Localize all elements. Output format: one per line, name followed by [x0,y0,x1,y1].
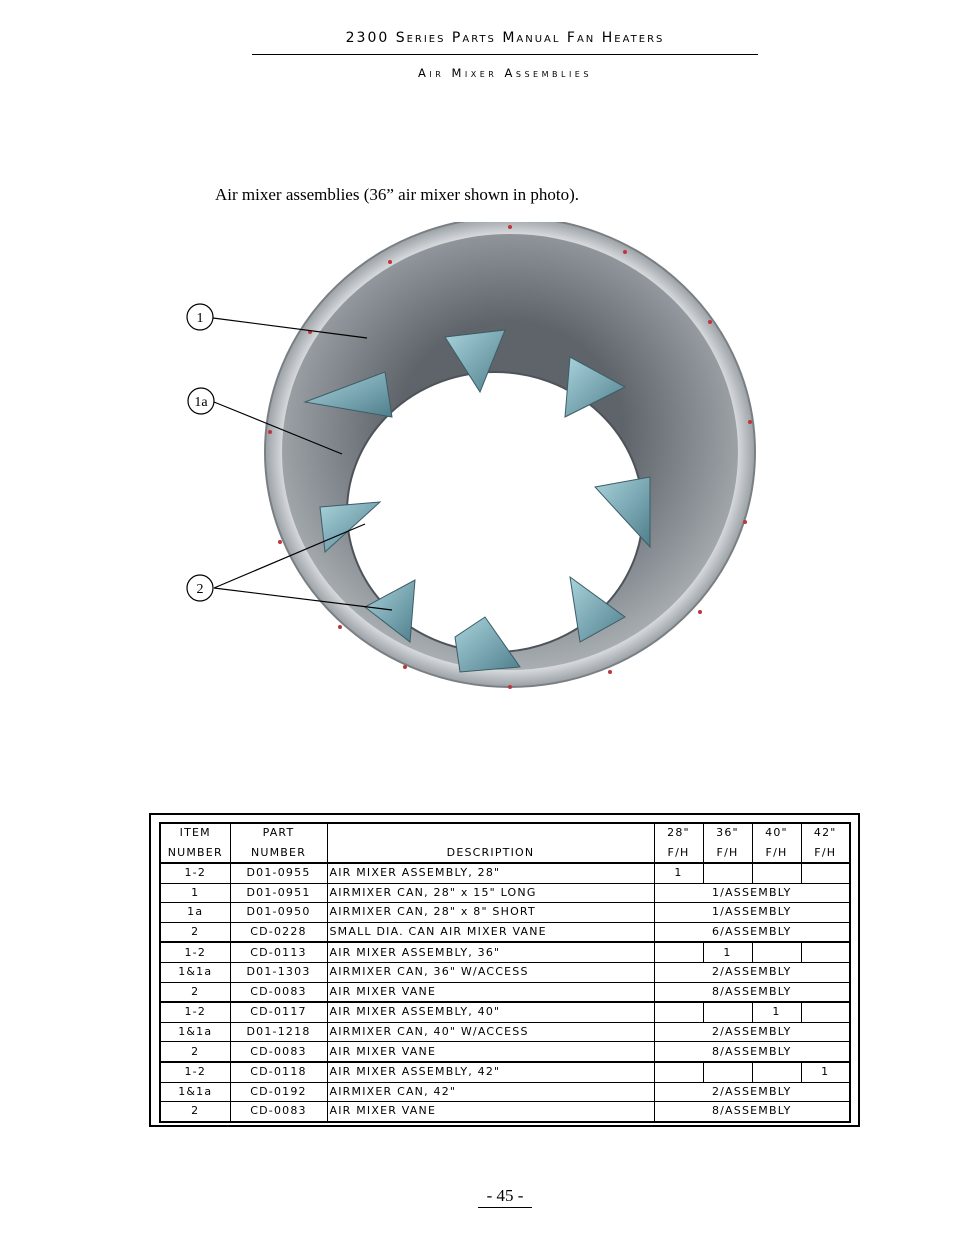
description: AIRMIXER CAN, 28" x 15" LONG [327,883,654,903]
qty-36 [703,863,752,883]
item-number: 1-2 [160,1002,230,1022]
col-42-header: 42" [801,823,850,843]
item-number: 2 [160,1102,230,1122]
col-36-header: 36" [703,823,752,843]
col-item-header: ITEM [160,823,230,843]
qty-36 [703,1002,752,1022]
description: AIR MIXER VANE [327,1042,654,1062]
qty-42 [801,1002,850,1022]
description: AIR MIXER VANE [327,1102,654,1122]
col-28-header: 28" [654,823,703,843]
col-42-header-2: F/H [801,843,850,863]
table-row [160,1002,850,1022]
qty-per-assembly: 2/ASSEMBLY [654,962,850,982]
table-row [160,883,850,903]
qty-28 [654,1002,703,1022]
qty-40 [752,942,801,962]
description: AIR MIXER VANE [327,982,654,1002]
col-40-header: 40" [752,823,801,843]
qty-per-assembly: 8/ASSEMBLY [654,982,850,1002]
col-part-header: PART [230,823,327,843]
item-number: 1a [160,903,230,923]
col-item-header-2: NUMBER [160,843,230,863]
item-number: 1&1a [160,1082,230,1102]
part-number: CD-0118 [230,1062,327,1082]
part-number: CD-0083 [230,982,327,1002]
part-number: CD-0228 [230,922,327,942]
manual-title: 2300 Series Parts Manual Fan Heaters [345,30,665,46]
callout-1a: 1a [194,395,208,410]
part-number: D01-1218 [230,1022,327,1042]
qty-per-assembly: 1/ASSEMBLY [654,883,850,903]
table-row [160,1062,850,1082]
part-number: D01-0951 [230,883,327,903]
qty-42 [801,942,850,962]
part-number: CD-0083 [230,1042,327,1062]
qty-28: 1 [654,863,703,883]
item-number: 1&1a [160,1022,230,1042]
col-desc-header: DESCRIPTION [327,843,654,863]
callout-1: 1 [196,311,204,326]
intro-caption: Air mixer assemblies (36” air mixer shown in photo). [215,185,580,204]
qty-40 [752,863,801,883]
description: AIR MIXER ASSEMBLY, 42" [327,1062,654,1082]
table-row [160,863,850,883]
table-row [160,903,850,923]
qty-42 [801,863,850,883]
part-number: CD-0192 [230,1082,327,1102]
part-number: D01-1303 [230,962,327,982]
item-number: 1 [160,883,230,903]
table-row [160,1102,850,1122]
description: AIRMIXER CAN, 42" [327,1082,654,1102]
qty-per-assembly: 8/ASSEMBLY [654,1042,850,1062]
air-mixer-photo [180,222,760,712]
col-36-header-2: F/H [703,843,752,863]
parts-table [159,822,851,1123]
table-row [160,1022,850,1042]
table-row [160,962,850,982]
description: AIR MIXER ASSEMBLY, 36" [327,942,654,962]
item-number: 2 [160,982,230,1002]
qty-28 [654,1062,703,1082]
part-number: D01-0950 [230,903,327,923]
air-mixer-illustration [180,222,760,712]
qty-40: 1 [752,1002,801,1022]
qty-per-assembly: 1/ASSEMBLY [654,903,850,923]
qty-per-assembly: 8/ASSEMBLY [654,1102,850,1122]
description: AIRMIXER CAN, 36" W/ACCESS [327,962,654,982]
part-number: CD-0083 [230,1102,327,1122]
item-number: 1-2 [160,1062,230,1082]
col-40-header-2: F/H [752,843,801,863]
header-divider [252,54,758,55]
col-desc-header-top [327,823,654,843]
section-subtitle: Air Mixer Assemblies [418,66,592,80]
description: SMALL DIA. CAN AIR MIXER VANE [327,922,654,942]
item-number: 1-2 [160,863,230,883]
part-number: CD-0113 [230,942,327,962]
table-row [160,982,850,1002]
description: AIRMIXER CAN, 28" x 8" SHORT [327,903,654,923]
callout-2: 2 [196,582,204,597]
item-number: 2 [160,922,230,942]
qty-28 [654,942,703,962]
item-number: 1&1a [160,962,230,982]
table-row [160,942,850,962]
item-number: 2 [160,1042,230,1062]
description: AIR MIXER ASSEMBLY, 40" [327,1002,654,1022]
qty-40 [752,1062,801,1082]
table-row [160,922,850,942]
qty-per-assembly: 2/ASSEMBLY [654,1022,850,1042]
qty-36: 1 [703,942,752,962]
qty-per-assembly: 2/ASSEMBLY [654,1082,850,1102]
table-row [160,1082,850,1102]
qty-36 [703,1062,752,1082]
description: AIRMIXER CAN, 40" W/ACCESS [327,1022,654,1042]
description: AIR MIXER ASSEMBLY, 28" [327,863,654,883]
qty-42: 1 [801,1062,850,1082]
table-row [160,1042,850,1062]
qty-per-assembly: 6/ASSEMBLY [654,922,850,942]
page-number: - 45 - [478,1186,532,1208]
col-28-header-2: F/H [654,843,703,863]
col-part-header-2: NUMBER [230,843,327,863]
part-number: CD-0117 [230,1002,327,1022]
part-number: D01-0955 [230,863,327,883]
item-number: 1-2 [160,942,230,962]
